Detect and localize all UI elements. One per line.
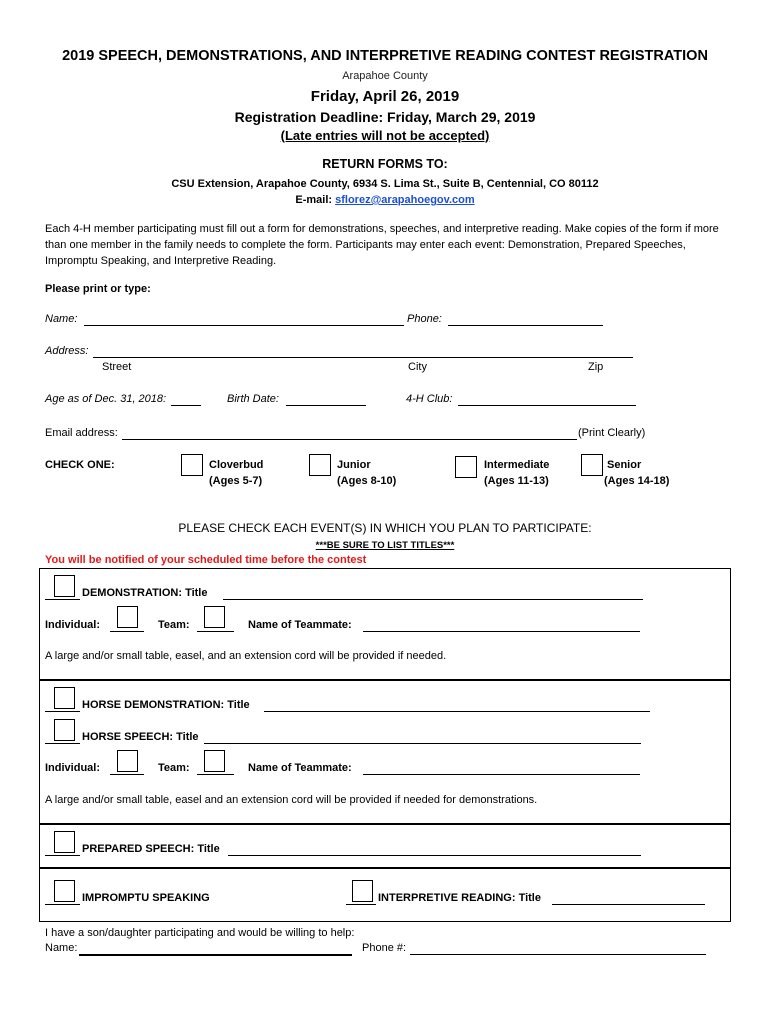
- return-forms-label: RETURN FORMS TO:: [322, 157, 448, 171]
- volunteer-name-field[interactable]: [79, 954, 352, 956]
- phone-field[interactable]: [448, 325, 603, 326]
- print-clearly-note: (Print Clearly): [578, 427, 646, 439]
- impromptu-check-line: [45, 904, 80, 905]
- horse-speech-check-line: [45, 743, 80, 744]
- phone-label: Phone:: [407, 313, 442, 325]
- horse-team-line: [197, 774, 234, 775]
- zip-sublabel: Zip: [588, 361, 604, 373]
- return-address: CSU Extension, Arapahoe County, 6934 S. Lima St., Suite B, Centennial, CO 80112: [171, 178, 599, 190]
- contest-date: Friday, April 26, 2019: [310, 88, 460, 105]
- cloverbud-label: Cloverbud: [209, 459, 264, 471]
- name-field[interactable]: [84, 325, 404, 326]
- cloverbud-checkbox[interactable]: [181, 454, 203, 476]
- demo-equipment-note: A large and/or small table, easel, and an extension cord will be provided if needed.: [45, 650, 447, 662]
- registration-deadline: Registration Deadline: Friday, March 29, 2019: [234, 109, 536, 125]
- junior-checkbox[interactable]: [309, 454, 331, 476]
- volunteer-note: I have a son/daughter participating and would be willing to help:: [45, 927, 355, 939]
- intermediate-checkbox[interactable]: [455, 456, 477, 478]
- interpretive-reading-title-label: INTERPRETIVE READING: Title: [378, 892, 541, 904]
- print-instruction: Please print or type:: [45, 283, 151, 295]
- cloverbud-ages: (Ages 5-7): [209, 475, 263, 487]
- late-entries-note: (Late entries will not be accepted): [280, 128, 490, 143]
- horse-equipment-note: A large and/or small table, easel and an extension cord will be provided if needed for demonstrations.: [45, 794, 538, 806]
- demo-team-line: [197, 631, 234, 632]
- horse-teammate-field[interactable]: [363, 774, 640, 775]
- interpretive-reading-checkbox[interactable]: [352, 880, 373, 902]
- check-one-label: CHECK ONE:: [45, 459, 115, 471]
- club-field[interactable]: [458, 405, 636, 406]
- email-contact: [0, 194, 770, 206]
- demo-check-line: [45, 599, 80, 600]
- horse-speech-checkbox[interactable]: [54, 719, 75, 741]
- demo-teammate-label: Name of Teammate:: [248, 619, 352, 631]
- horse-speech-title-label: HORSE SPEECH: Title: [82, 731, 199, 743]
- age-field[interactable]: [171, 405, 201, 406]
- impromptu-label: IMPROMPTU SPEAKING: [82, 892, 210, 904]
- demonstration-title-field[interactable]: [223, 599, 643, 600]
- horse-team-label: Team:: [158, 762, 190, 774]
- prepared-speech-checkbox[interactable]: [54, 831, 75, 853]
- form-title: 2019 SPEECH, DEMONSTRATIONS, AND INTERPRETIVE READING CONTEST REGISTRATION: [62, 48, 708, 64]
- county: Arapahoe County: [342, 70, 428, 82]
- senior-label: Senior: [607, 459, 642, 471]
- demo-individual-checkbox[interactable]: [117, 606, 138, 628]
- demonstration-section: [39, 568, 731, 680]
- horse-individual-checkbox[interactable]: [117, 750, 138, 772]
- street-sublabel: Street: [102, 361, 132, 373]
- prepared-speech-title-label: PREPARED SPEECH: Title: [82, 843, 220, 855]
- demo-team-label: Team:: [158, 619, 190, 631]
- interpretive-check-line: [346, 904, 376, 905]
- horse-demonstration-title-label: HORSE DEMONSTRATION: Title: [82, 699, 250, 711]
- volunteer-phone-label: Phone #:: [362, 942, 407, 954]
- demo-individual-label: Individual:: [45, 619, 100, 631]
- horse-individual-line: [110, 774, 144, 775]
- demo-teammate-field[interactable]: [363, 631, 640, 632]
- intro-paragraph: Each 4-H member participating must fill out a form for demonstrations, speeches, and interpretive reading. Make copies of the form if more than one member in the family needs to complete the form. Participants may enter each event: Demonstration, Prepared Speeches, Impromptu Speaking, and Interpretive Reading.: [45, 223, 719, 267]
- horse-teammate-label: Name of Teammate:: [248, 762, 352, 774]
- senior-ages: (Ages 14-18): [604, 475, 670, 487]
- horse-demonstration-title-field[interactable]: [264, 711, 650, 712]
- club-label: 4-H Club:: [406, 393, 453, 405]
- volunteer-name-label: Name:: [45, 942, 78, 954]
- demo-individual-line: [110, 631, 144, 632]
- interpretive-reading-title-field[interactable]: [552, 904, 705, 905]
- address-label: Address:: [45, 345, 89, 357]
- address-field[interactable]: [93, 357, 633, 358]
- notification-note: You will be notified of your scheduled time before the contest: [45, 554, 367, 566]
- city-sublabel: City: [408, 361, 427, 373]
- demo-team-checkbox[interactable]: [204, 606, 225, 628]
- email-link[interactable]: sflorez@arapahoegov.com: [335, 194, 475, 206]
- horse-demonstration-checkbox[interactable]: [54, 687, 75, 709]
- impromptu-checkbox[interactable]: [54, 880, 75, 902]
- birth-date-field[interactable]: [286, 405, 366, 406]
- volunteer-phone-field[interactable]: [410, 954, 706, 955]
- intermediate-ages: (Ages 11-13): [484, 475, 549, 487]
- senior-checkbox[interactable]: [581, 454, 603, 476]
- age-label: Age as of Dec. 31, 2018:: [45, 393, 167, 405]
- demonstration-title-label: DEMONSTRATION: Title: [82, 587, 208, 599]
- email-label: Email address:: [45, 427, 118, 439]
- horse-team-checkbox[interactable]: [204, 750, 225, 772]
- birth-date-label: Birth Date:: [227, 393, 279, 405]
- horse-speech-title-field[interactable]: [204, 743, 641, 744]
- email-field[interactable]: [122, 439, 577, 440]
- junior-label: Junior: [337, 459, 371, 471]
- titles-note: ***BE SURE TO LIST TITLES***: [315, 540, 455, 551]
- events-header: PLEASE CHECK EACH EVENT(S) IN WHICH YOU PLAN TO PARTICIPATE:: [178, 521, 592, 535]
- junior-ages: (Ages 8-10): [337, 475, 397, 487]
- demonstration-checkbox[interactable]: [54, 575, 75, 597]
- email-contact-label: E-mail:: [295, 194, 336, 206]
- intermediate-label: Intermediate: [484, 459, 550, 471]
- prepared-check-line: [45, 855, 80, 856]
- horse-individual-label: Individual:: [45, 762, 100, 774]
- horse-demo-check-line: [45, 711, 80, 712]
- prepared-speech-title-field[interactable]: [228, 855, 641, 856]
- name-label: Name:: [45, 313, 78, 325]
